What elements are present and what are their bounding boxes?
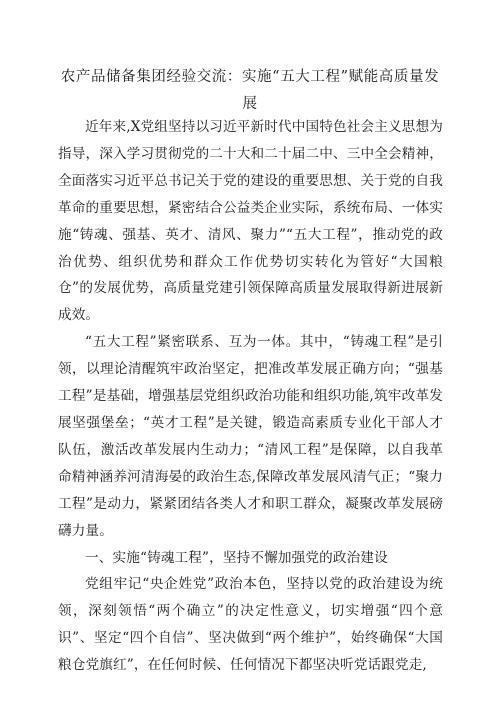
paragraph-five-projects: “五大工程”紧密联系、互为一体。其中，“铸魂工程”是引领，以理论清醒筑牢政治坚定，把准改革发展正确方向；“强基工程”是基础，增强基层党组织政治功能和组织功能,筑牢改革发展坚强堡垒；“英才工程”是关键，锻造高素质专业化干部人才队伍，激活改革发展内生动力；“清风工程”是保障，以自我革命精神涵养河清海晏的政治生态,保障改革发展风清气正；“聚力工程”是动力，紧紧团结各类人才和职工群众，凝聚改革发展磅礴力量。: [58, 334, 443, 539]
document-body: [58, 114, 443, 679]
document-title: 农产品储备集团经验交流：实施“五大工程”赋能高质量发展: [60, 69, 440, 112]
paragraph-section-1: 党组牢记“央企姓党”政治本色，坚持以党的政治建设为统领，深刻领悟“两个确立”的决定性意义，切实增强“四个意识”、坚定“四个自信”、坚决做到“两个维护”，始终确保“大国粮仓党旗红”，在任何时候、任何情况下都坚决听党话跟党走,: [58, 576, 443, 674]
section-heading-1: 一、实施“铸魂工程”，坚持不懈加强党的政治建设: [85, 549, 388, 566]
paragraph-intro: 近年来,X党组坚持以习近平新时代中国特色社会主义思想为指导，深入学习贯彻党的二十大和二十届二中、三中全会精神，全面落实习近平总书记关于党的建设的重要思想、关于党的自我革命的重要思想，紧密结合公益类企业实际，系统布局、一体实施“铸魂、强基、英才、清风、聚力”“五大工程”，推动党的政治优势、组织优势和群众工作优势切实转化为管好“大国粮仓”的发展优势，高质量党建引领保障高质量发展取得新进展新成效。: [58, 119, 443, 324]
